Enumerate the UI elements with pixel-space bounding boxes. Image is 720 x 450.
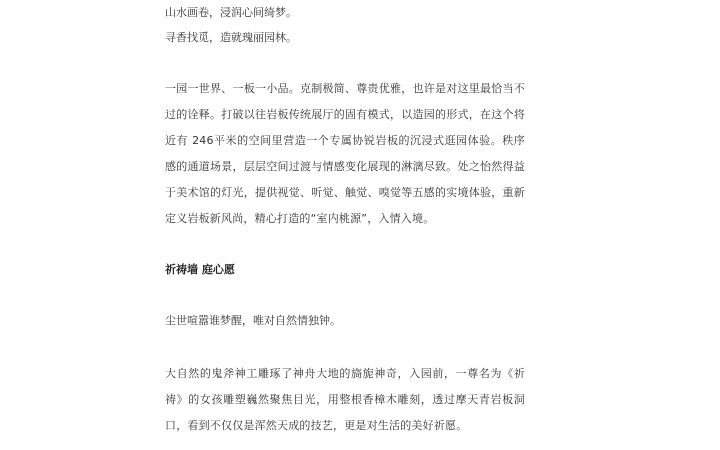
paragraph-intro-description: 一园一世界、一板一小品。克制极简、尊贵优雅，也许是对这里最恰当不过的诠释。打破以往岩板传统展厅的固有模式，以造园的形式，在这个将近有 246平米的空间里营造一个专属协锐岩板的沉浸式逛园体验。秩序感的通道场景，层层空间过渡与情感变化展现的淋漓尽致。处之怡然得益于美术馆的灯光，提供视觉、听觉、触觉、嗅觉等五感的实境体验，重新定义岩板新风尚，精心打造的“室内桃源”，入情入境。 xyxy=(165,82,525,225)
intro-line-1: 山水画卷，浸润心间绮梦。 xyxy=(165,6,297,19)
quote-line: 尘世喧嚣谁梦醒，唯对自然情独钟。 xyxy=(165,314,341,327)
paragraph-sculpture-description: 大自然的鬼斧神工雕琢了神舟大地的旖旎神奇，入园前，一尊名为《祈祷》的女孩雕塑巍然聚焦目光，用整根香樟木雕刻，透过摩天青岩板洞口，看到不仅仅是浑然天成的技艺，更是对生活的美好祈愿。 xyxy=(165,367,525,432)
section-heading: 祈祷墙 庭心愿 xyxy=(165,263,235,276)
intro-line-2: 寻香找觅，造就瑰丽园林。 xyxy=(165,31,297,44)
